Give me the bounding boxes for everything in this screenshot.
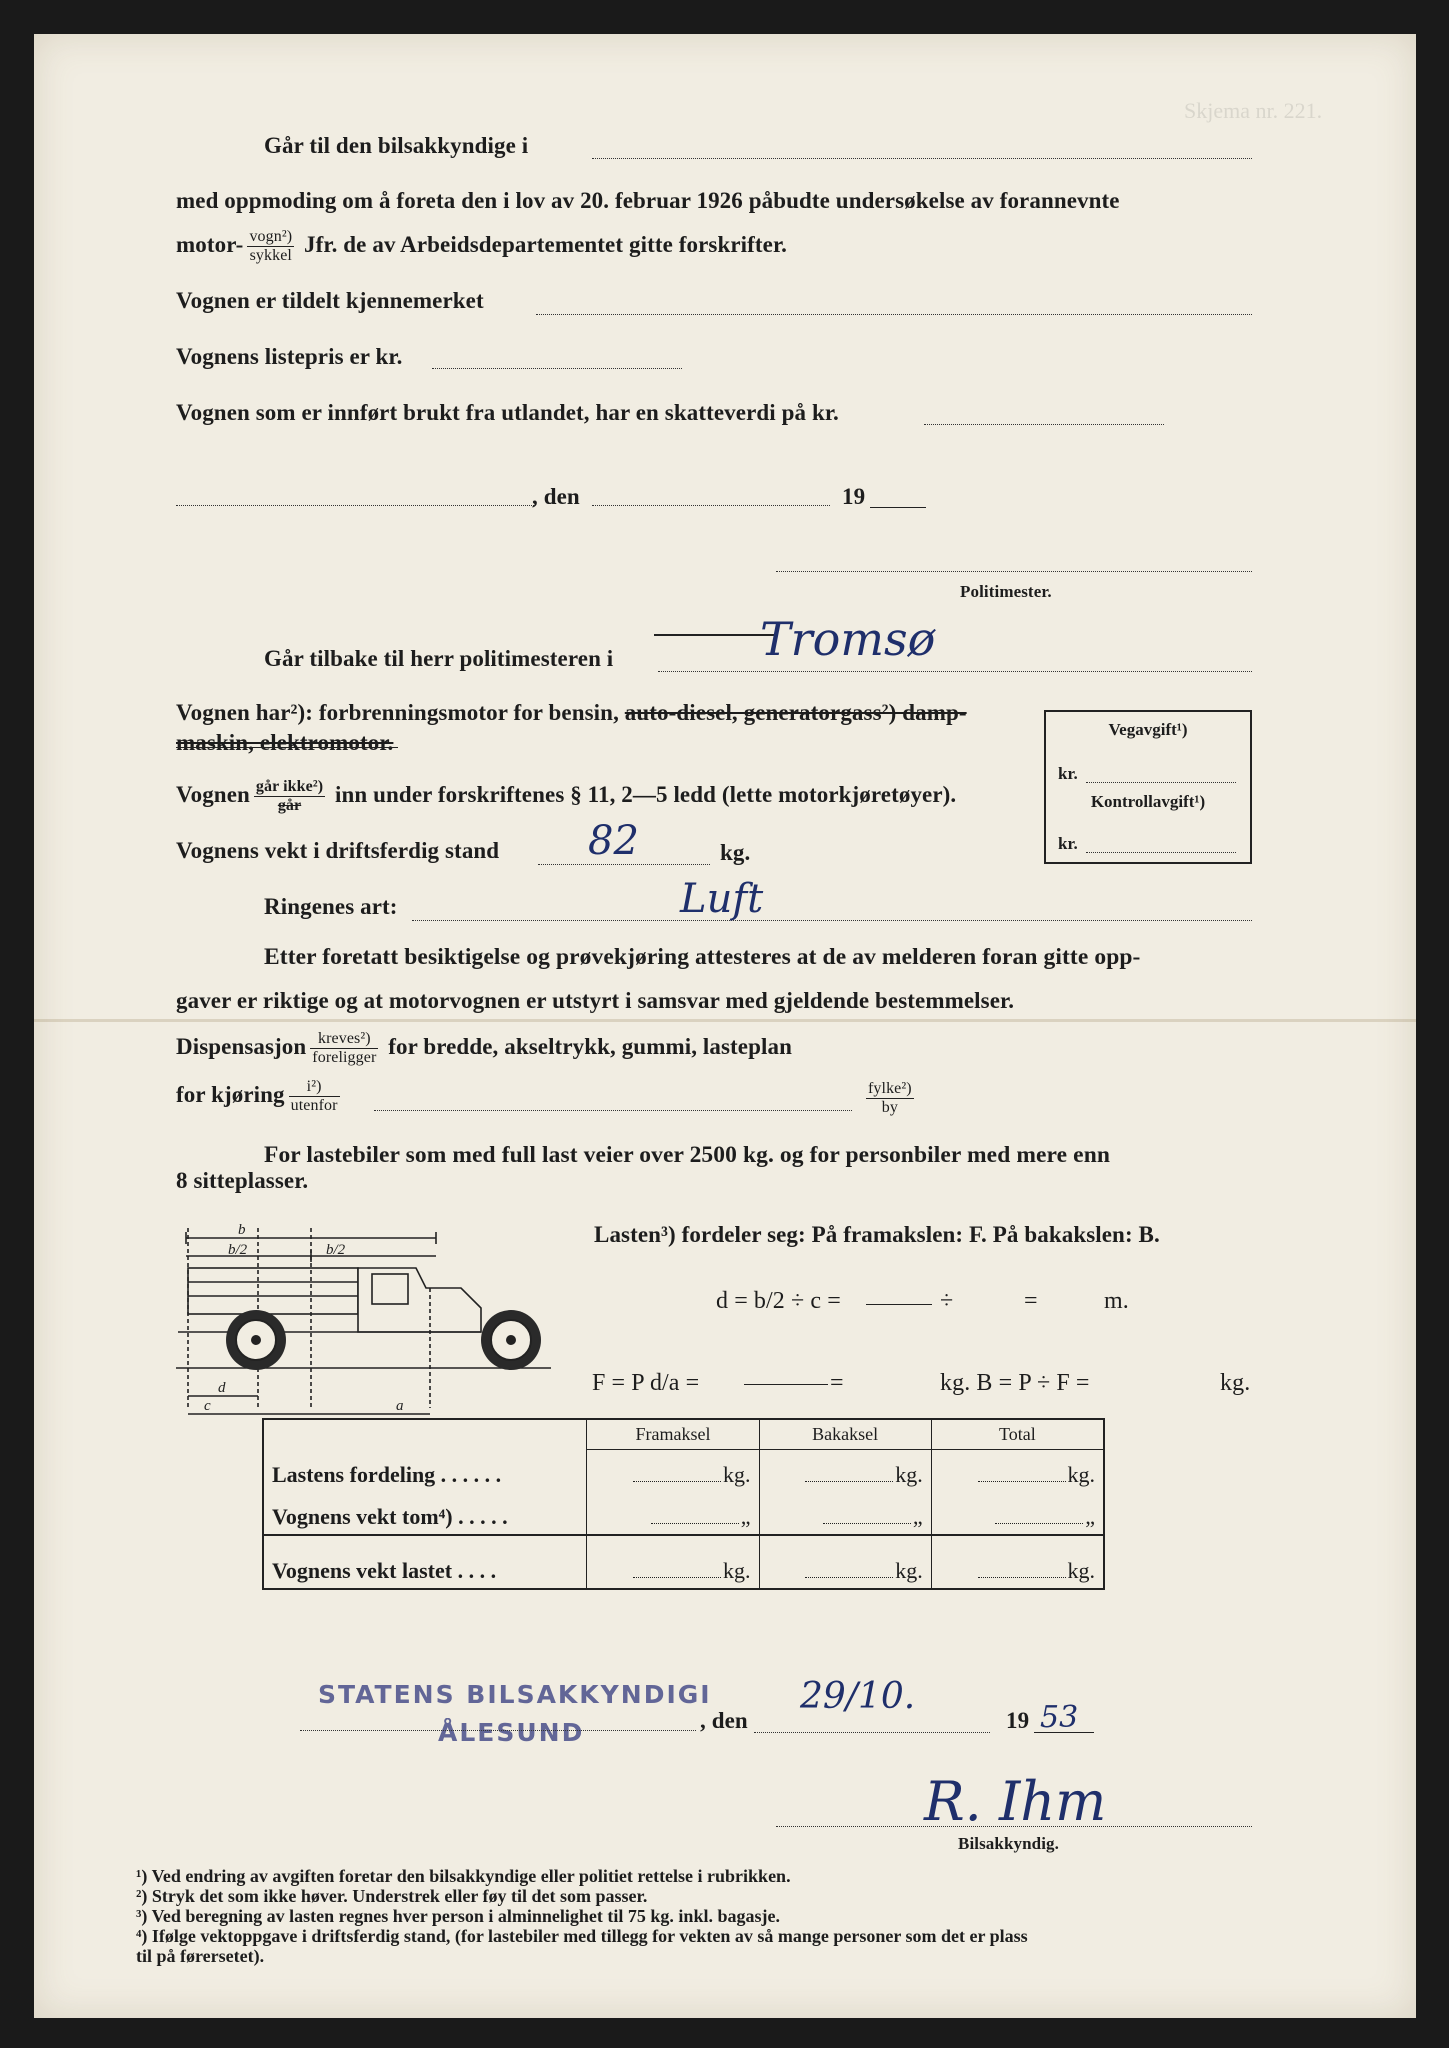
cell-total[interactable]: kg. xyxy=(931,1535,1104,1589)
cell-framaksel[interactable]: kg. xyxy=(587,1450,759,1493)
line-listprice: Vognens listepris er kr. xyxy=(176,344,403,369)
field-year[interactable] xyxy=(870,507,926,508)
cell-bakaksel[interactable]: kg. xyxy=(759,1535,931,1589)
formula-f-unit: kg. B = P ÷ F = xyxy=(940,1370,1090,1396)
label-kontrollavgift-kr: kr. xyxy=(1058,834,1078,853)
handwritten-weight: 82 xyxy=(588,818,639,864)
footnote-3: ³) Ved beregning av lasten regnes hver person i alminnelighet til 75 kg. inkl. bagasje. xyxy=(136,1906,780,1926)
formula-b-unit: kg. xyxy=(1220,1370,1251,1396)
formula-f: F = P d/a = xyxy=(592,1370,700,1396)
table-row xyxy=(263,1535,1104,1589)
formula-d-unit: m. xyxy=(1104,1288,1129,1314)
cell-framaksel[interactable]: „ xyxy=(587,1492,759,1535)
line-dispensation: Dispensasjon $\frac{\text{kreves²)}}{\text{foreligger}}$ for bredde, akseltrykk, gummi, lasteplan xyxy=(176,1030,792,1066)
label-kontrollavgift: Kontrollavgift¹) xyxy=(1090,792,1206,811)
diagram-truck-bed xyxy=(188,1268,358,1314)
line-motor-type: Vognen har²): forbrenningsmotor for bensin, auto-diesel, generatorgass²) damp- xyxy=(176,700,967,725)
fee-box xyxy=(1044,710,1252,864)
handwritten-sign-date: 29/10. xyxy=(800,1676,916,1717)
field-place[interactable] xyxy=(176,505,534,506)
label-politimester: Politimester. xyxy=(960,582,1052,601)
line-lastebil-1: For lastebiler som med full last veier over 2500 kg. og for personbiler med mere enn xyxy=(264,1142,1111,1168)
line-send-to: Går til den bilsakkyndige i xyxy=(264,133,529,158)
cell-framaksel[interactable]: kg. xyxy=(587,1535,759,1589)
footnote-1: ¹) Ved endring av avgiften foretar den bilsakkyndige eller politiet rettelse i rubrikken. xyxy=(136,1866,791,1886)
label-19: 19 xyxy=(842,484,866,509)
diagram-truck-cab xyxy=(358,1268,481,1332)
handwritten-signature: R. Ihm xyxy=(924,1770,1107,1833)
stamp-line-1: STATENS BILSAKKYNDIGI xyxy=(318,1680,712,1709)
field-place-bilsakkyndig[interactable] xyxy=(300,1730,696,1731)
cell-bakaksel[interactable]: kg. xyxy=(759,1450,931,1493)
field-kontrollavgift[interactable] xyxy=(1086,852,1236,853)
field-vegavgift[interactable] xyxy=(1086,782,1236,783)
field-date[interactable] xyxy=(592,505,830,506)
line-driving: for kjøring $\frac{\text{i²)}}{\text{utenfor}}$ xyxy=(176,1078,338,1114)
formula-d-eq: = xyxy=(1024,1288,1038,1314)
diagram-label-d: d xyxy=(218,1380,226,1396)
line-weight: Vognens vekt i driftsferdig stand xyxy=(176,838,500,863)
formula-d: d = b/2 ÷ c = xyxy=(716,1288,841,1314)
cell-total[interactable]: „ xyxy=(931,1492,1104,1535)
field-formula-d-1[interactable] xyxy=(866,1304,932,1305)
row-label-vekt-tom: Vognens vekt tom⁴) . . . . . xyxy=(272,1504,508,1529)
table-row xyxy=(263,1492,1104,1535)
footnote-2: ²) Stryk det som ikke høver. Understrek eller føy til det som passer. xyxy=(136,1886,648,1906)
line-plate: Vognen er tildelt kjennemerket xyxy=(176,288,484,313)
weight-distribution-table xyxy=(262,1418,1105,1590)
label-sign-den: , den xyxy=(700,1708,748,1733)
truck-diagram xyxy=(176,1208,556,1428)
line-lastebil-2: 8 sitteplasser. xyxy=(176,1168,309,1193)
ghost-form-number: Skjema nr. 221. xyxy=(1184,98,1323,123)
footnote-4-cont: til på førersetet). xyxy=(136,1946,265,1966)
diagram-label-c: c xyxy=(204,1398,211,1414)
handwritten-sign-year: 53 xyxy=(1040,1700,1079,1735)
formula-d-div: ÷ xyxy=(940,1288,954,1314)
diagram-front-wheel xyxy=(481,1310,541,1370)
label-vegavgift: Vegavgift¹) xyxy=(1108,720,1188,739)
section-divider xyxy=(654,634,774,636)
page-crease xyxy=(34,1019,1416,1022)
handwritten-tyres: Luft xyxy=(680,876,764,922)
stamp-line-2: ÅLESUND xyxy=(438,1718,585,1747)
field-formula-f-1[interactable] xyxy=(744,1384,828,1385)
field-politimester-sign[interactable] xyxy=(776,571,1252,572)
label-den: , den xyxy=(532,484,580,509)
field-send-to[interactable] xyxy=(592,158,1252,159)
label-bilsakkyndig: Bilsakkyndig. xyxy=(958,1834,1059,1853)
line-attest-2: gaver er riktige og at motorvognen er utstyrt i samsvar med gjeldende bestemmelser. xyxy=(176,988,1015,1013)
row-label-lastens-fordeling: Lastens fordeling . . . . . . xyxy=(272,1462,502,1487)
fylke-by-fraction: $\frac{\text{fylke²)}}{by}$ xyxy=(868,1080,912,1116)
line-light-vehicle: Vognen $\frac{\text{går ikke²)}}{\text{går}}$ inn under forskriftenes § 11, 2—5 ledd (lette motorkjøretøyer). xyxy=(176,778,957,814)
label-vegavgift-kr: kr. xyxy=(1058,764,1078,783)
formula-f-eq: = xyxy=(830,1370,844,1396)
table-row xyxy=(263,1450,1104,1493)
handwritten-return-place: Tromsø xyxy=(760,612,936,666)
field-taxvalue[interactable] xyxy=(924,424,1164,425)
label-weight-unit: kg. xyxy=(720,840,751,865)
line-request: med oppmoding om å foreta den i lov av 20. februar 1926 påbudte undersøkelse av forannevnte xyxy=(176,188,1120,213)
diagram-label-b2b: b/2 xyxy=(326,1242,346,1258)
line-return: Går tilbake til herr politimesteren i xyxy=(264,646,614,671)
col-bakaksel: Bakaksel xyxy=(759,1419,931,1450)
diagram-rear-wheel xyxy=(226,1310,286,1370)
field-tyres[interactable] xyxy=(412,920,1252,921)
diagram-label-b2a: b/2 xyxy=(228,1242,248,1258)
label-sign-19: 19 xyxy=(1006,1708,1030,1733)
diagram-label-b: b xyxy=(238,1222,246,1238)
field-plate[interactable] xyxy=(536,314,1252,315)
field-weight[interactable] xyxy=(538,864,710,865)
col-total: Total xyxy=(931,1419,1104,1450)
field-return[interactable] xyxy=(658,671,1252,672)
col-framaksel: Framaksel xyxy=(587,1419,759,1450)
line-tyres: Ringenes art: xyxy=(264,894,398,919)
cell-bakaksel[interactable]: „ xyxy=(759,1492,931,1535)
line-attest-1: Etter foretatt besiktigelse og prøvekjøring attesteres at de av melderen foran gitte opp- xyxy=(264,944,1141,970)
field-driving-area[interactable] xyxy=(374,1110,852,1111)
line-motor-type-2: maskin, elektromotor. xyxy=(176,730,394,755)
field-sign-date[interactable] xyxy=(754,1732,990,1733)
diagram-label-a: a xyxy=(396,1398,404,1414)
line-motor: motor- $\frac{\text{vogn²)}}{\text{sykkel}}$ Jfr. de av Arbeidsdepartementet gitte forskrifter. xyxy=(176,228,788,264)
field-listprice[interactable] xyxy=(432,368,682,369)
line-taxvalue: Vognen som er innført brukt fra utlandet, har en skatteverdi på kr. xyxy=(176,400,839,425)
row-label-vekt-lastet: Vognens vekt lastet . . . . xyxy=(263,1535,587,1589)
footnote-4: ⁴) Ifølge vektoppgave i driftsferdig stand, (for lastebiler med tillegg for vekten av så mange personer som det er plass xyxy=(136,1926,1028,1946)
line-lasten: Lasten³) fordeler seg: På framakslen: F. På bakakslen: B. xyxy=(594,1222,1160,1247)
cell-total[interactable]: kg. xyxy=(931,1450,1104,1493)
underline-motor xyxy=(176,747,398,748)
